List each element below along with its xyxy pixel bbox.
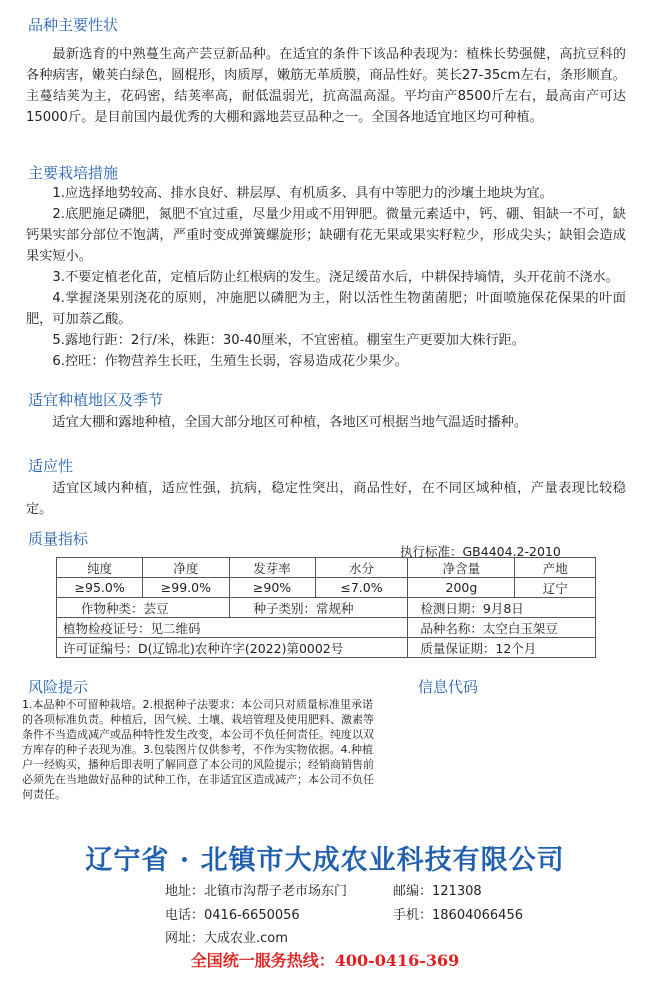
table-cell: ≥95.0% [57, 578, 143, 598]
quality-table [56, 557, 596, 658]
hotline: 全国统一服务热线：400-0416-369 [190, 951, 460, 970]
address: 地址：北镇市沟帮子老市场东门 [165, 884, 348, 899]
table-header: 纯度 [57, 558, 143, 578]
table-cell: ≤7.0% [315, 578, 408, 598]
table-header: 发芽率 [229, 558, 315, 578]
adapt-title: 适应性 [28, 457, 74, 475]
cultivation-item: 3.不要定植老化苗，定植后防止红根病的发生。浇足缓苗水后，中耕保持墒情，头开花前不浇水。 [52, 270, 619, 285]
risk-text: 1.本品种不可留种栽培。2.根据种子法要求：本公司只对质量标准里承诺 的各项标准负责。种植后，因气候、土壤、栽培管理及使用肥料、激素等条件不当造成减产或品种特性发生改变，本公司不负任何责任。纯度以双方库存的种子表现为准。3.包装图片仅供参考，不作为实物依据。4.种植户一经购买，播种后即表明了解同意了本公司的风险提示；经销商销售前必须先在当地做好品种的试种工作，在非适宜区造成减产；本公司不负任何责任。 [22, 698, 374, 801]
adapt-text: 适宜区域内种植，适应性强，抗病，稳定性突出，商品性好，在不同区域种植，产量表现比较稳定。 [26, 481, 626, 517]
license-cell: 许可证编号：D(辽锦北)农种许字(2022)第0002号 [57, 638, 408, 658]
cultivation-title: 主要栽培措施 [28, 164, 119, 182]
cultivation-item: 2.底肥施足磷肥，氮肥不宜过重，尽量少用或不用钾肥。微量元素适中，钙、硼、钼缺一不可，缺钙果实部分部位不饱满，严重时变成弹簧螺旋形；缺硼有花无果或果实籽粒少，形成尖头；缺钼会造成果实短小。 [26, 207, 626, 264]
table-header: 水分 [315, 558, 408, 578]
quality-title: 质量指标 [28, 530, 89, 548]
cultivation-list [26, 183, 626, 372]
region-title: 适宜种植地区及季节 [28, 391, 164, 409]
variety-title: 品种主要性状 [28, 16, 119, 34]
quality-standard: 执行标准：GB4404.2-2010 [400, 544, 561, 559]
cultivation-item: 4.掌握浇果别浇花的原则，冲施肥以磷肥为主，附以活性生物菌菌肥；叶面喷施保花保果的叶面肥，可加萘乙酸。 [26, 291, 626, 327]
table-header: 净含量 [408, 558, 515, 578]
table-cell: 200g [408, 578, 515, 598]
phone: 电话：0416-6650056 [165, 908, 300, 923]
website[interactable]: 网址：大成农业.com [165, 931, 288, 946]
table-header: 净度 [143, 558, 229, 578]
seed-type-cell: 种子类别：常规种 [229, 598, 408, 618]
postcode: 邮编：121308 [393, 884, 482, 899]
crop-cell: 作物种类：芸豆 [57, 598, 230, 618]
company-name: 辽宁省 · 北镇市大成农业科技有限公司 [85, 845, 565, 876]
variety-text: 最新选育的中熟蔓生高产芸豆新品种。在适宜的条件下该品种表现为：植株长势强健，高抗豆科的各种病害，嫩荚白绿色，圆棍形，肉质厚，嫩筋无革质膜，商品性好。荚长27-35cm左右，条形顺直。主蔓结荚为主，花码密，结荚率高，耐低温弱光，抗高温高湿。平均亩产8500斤左右，最高亩产可达15000斤。是目前国内最优秀的大棚和露地芸豆品种之一。全国各地适宜地区均可种植。 [26, 47, 626, 125]
table-row [57, 618, 596, 638]
risk-title: 风险提示 [28, 678, 89, 696]
mobile: 手机：18604066456 [393, 908, 523, 923]
cultivation-item: 1.应选择地势较高、排水良好、耕层厚、有机质多、具有中等肥力的沙壤土地块为宜。 [52, 186, 553, 201]
variety-name-cell: 品种名称：太空白玉架豆 [408, 618, 596, 638]
quarantine-cell: 植物检疫证号：见二维码 [57, 618, 408, 638]
warranty-cell: 质量保证期：12个月 [408, 638, 596, 658]
info-code-title: 信息代码 [418, 678, 479, 696]
table-cell: 辽宁 [515, 578, 596, 598]
cultivation-item: 6.控旺：作物营养生长旺，生殖生长弱，容易造成花少果少。 [52, 354, 408, 369]
test-date-cell: 检测日期：9月8日 [408, 598, 596, 618]
cultivation-item: 5.露地行距：2行/米，株距：30-40厘米，不宜密植。棚室生产更要加大株行距。 [52, 333, 525, 348]
table-cell: ≥90% [229, 578, 315, 598]
table-cell: ≥99.0% [143, 578, 229, 598]
table-row [57, 558, 596, 578]
table-row [57, 638, 596, 658]
table-header: 产地 [515, 558, 596, 578]
table-row [57, 598, 596, 618]
region-text: 适宜大棚和露地种植，全国大部分地区可种植，各地区可根据当地气温适时播种。 [52, 415, 528, 430]
table-row [57, 578, 596, 598]
